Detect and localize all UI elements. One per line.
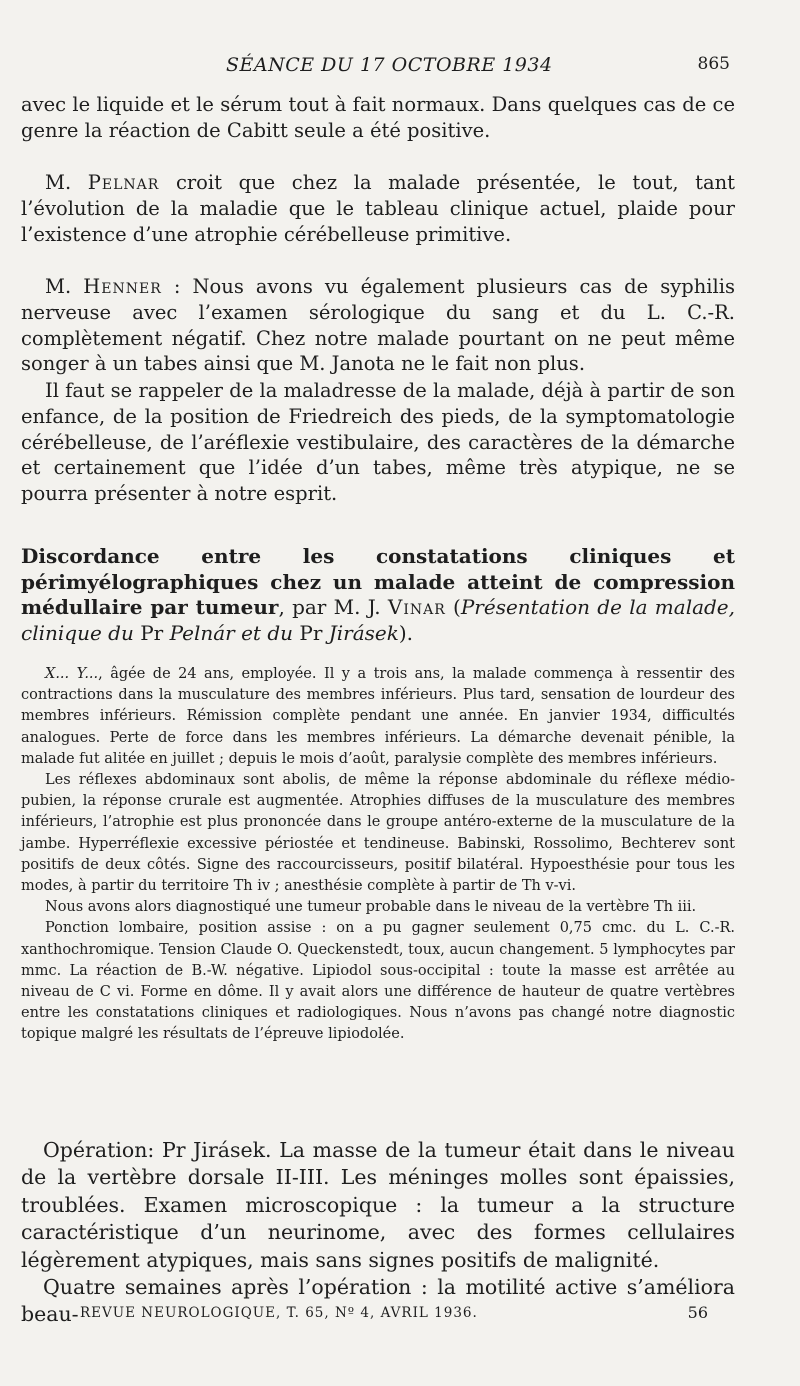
- operation-paragraph: [21, 1137, 735, 1329]
- pelnar-body: croit que chez la malade présentée, le tout, tant l’évolution de la maladie que le tableau clinique actuel, plaide pour l’existence d’une atrophie cérébelleuse primitive.: [21, 171, 735, 246]
- case-paragraph-3: Nous avons alors diagnostiqué une tumeur probable dans le niveau de la vertèbre Th iii.: [45, 899, 697, 916]
- journal-reference: REVUE NEUROLOGIQUE, T. 65, Nº 4, AVRIL 1936.: [80, 1305, 478, 1321]
- pelnar-prefix: M.: [45, 171, 88, 194]
- speaker-henner: Henner: [83, 275, 162, 298]
- case-paragraph-4: Ponction lombaire, position assise : on a pu gagner seulement 0,75 cmc. du L. C.-R. xanthochromique. Tension Claude O. Queckenstedt, toux, aucun changement. 5 lymphocytes par mmc. La réaction de B.-W. négative. Lipiodol sous-occipital : toute la masse est arrêtée au niveau de C vi. Forme en dôme. Il y avait alors une différence de hauteur de quatre vertèbres entre les constatations cliniques et radiologiques. Nous n’avons pas changé notre diagnostic topique malgré les résultats de l’épreuve lipiodolée.: [21, 920, 735, 1043]
- henner-text: [21, 274, 735, 377]
- speaker-pelnar: Pelnar: [87, 171, 160, 194]
- operation-text: Opération: Pr Jirásek. La masse de la tumeur était dans le niveau de la vertèbre dorsale II-III. Les méninges molles sont épaissies, troublées. Examen microscopique : la tumeur a la structure caractéristique d’un neurinome, avec des formes cellulaires légèrement atypiques, mais sans signes positifs de malignité.: [21, 1138, 735, 1272]
- intro-paragraph: [21, 92, 735, 144]
- title-main: Discordance entre les constatations cliniques et périmyélographiques chez un malade atteint de compression médullaire par tumeur: [21, 544, 735, 620]
- signature-number: 56: [687, 1303, 708, 1322]
- title-jirasek: Jirásek: [328, 620, 399, 645]
- case-paragraph-1: [21, 664, 735, 770]
- title-pelnar: Pelnár et du: [169, 620, 294, 645]
- henner-body: : Nous avons vu également plusieurs cas de syphilis nerveuse avec l’examen sérologique du sang et du L. C.-R. complètement négatif. Chez notre malade pourtant on ne peut même songer à un tabes ainsi que M. Janota ne le fait non plus.: [21, 275, 736, 376]
- title-author: Vinar: [387, 595, 446, 620]
- page-number: 865: [697, 54, 730, 74]
- pelnar-text: [21, 170, 735, 247]
- patient-initials: X... Y...: [45, 666, 99, 682]
- title-text: [21, 544, 735, 646]
- title-by: , par M. J.: [278, 595, 388, 620]
- title-pr1: Pr: [133, 620, 170, 645]
- henner-paragraph: [21, 274, 735, 377]
- rappeler-text: Il faut se rappeler de la maladresse de la malade, déjà à partir de son enfance, de la position de Friedreich des pieds, de la symptomatologie cérébelleuse, de l’aréflexie vestibulaire, des caractères de la démarche et certainement que l’idée d’un tabes, même très atypique, ne se pourra présenter à notre esprit.: [21, 379, 735, 506]
- title-pr2: Pr: [293, 620, 329, 645]
- page-header: [0, 50, 800, 80]
- intro-text: avec le liquide et le sérum tout à fait normaux. Dans quelques cas de ce genre la réaction de Cabitt seule a été positive.: [21, 93, 735, 142]
- quatre-text: Quatre semaines après l’opération : la motilité active s’améliora beau-: [21, 1275, 735, 1327]
- case-report: [21, 664, 735, 1046]
- case-p1-text: , âgée de 24 ans, employée. Il y a trois ans, la malade commença à ressentir des contractions dans la musculature des membres inférieurs. Plus tard, sensation de lourdeur des membres inférieurs. Rémission complète pendant une année. En janvier 1934, difficultés analogues. Perte de force dans les membres inférieurs. La démarche devenait pénible, la malade fut alitée en juillet ; depuis le mois d’août, paralysie complète des membres inférieurs.: [21, 666, 735, 767]
- title-presentation: Présentation de la malade, clinique du: [21, 595, 736, 645]
- case-paragraph-2: Les réflexes abdominaux sont abolis, de même la réponse abdominale du réflexe médio-pubien, la réponse crurale est augmentée. Atrophies diffuses de la musculature des membres inférieurs, l’atrophie est plus prononcée dans le groupe antéro-externe de la musculature de la jambe. Hyperréflexie excessive périostée et tendineuse. Babinski, Rossolimo, Bechterev sont positifs de deux côtés. Signe des raccourcisseurs, positif bilatéral. Hypoesthésie pour tous les modes, à partir du territoire Th iv ; anesthésie complète à partir de Th v-vi.: [21, 772, 735, 895]
- henner-prefix: M.: [45, 275, 84, 298]
- page-footer: [0, 1303, 800, 1333]
- running-title: SÉANCE DU 17 OCTOBRE 1934: [226, 54, 553, 76]
- rappeler-paragraph: [21, 378, 735, 507]
- title-close: ).: [398, 620, 414, 645]
- article-title: [21, 544, 735, 646]
- title-open: (: [445, 595, 461, 620]
- pelnar-paragraph: [21, 170, 735, 247]
